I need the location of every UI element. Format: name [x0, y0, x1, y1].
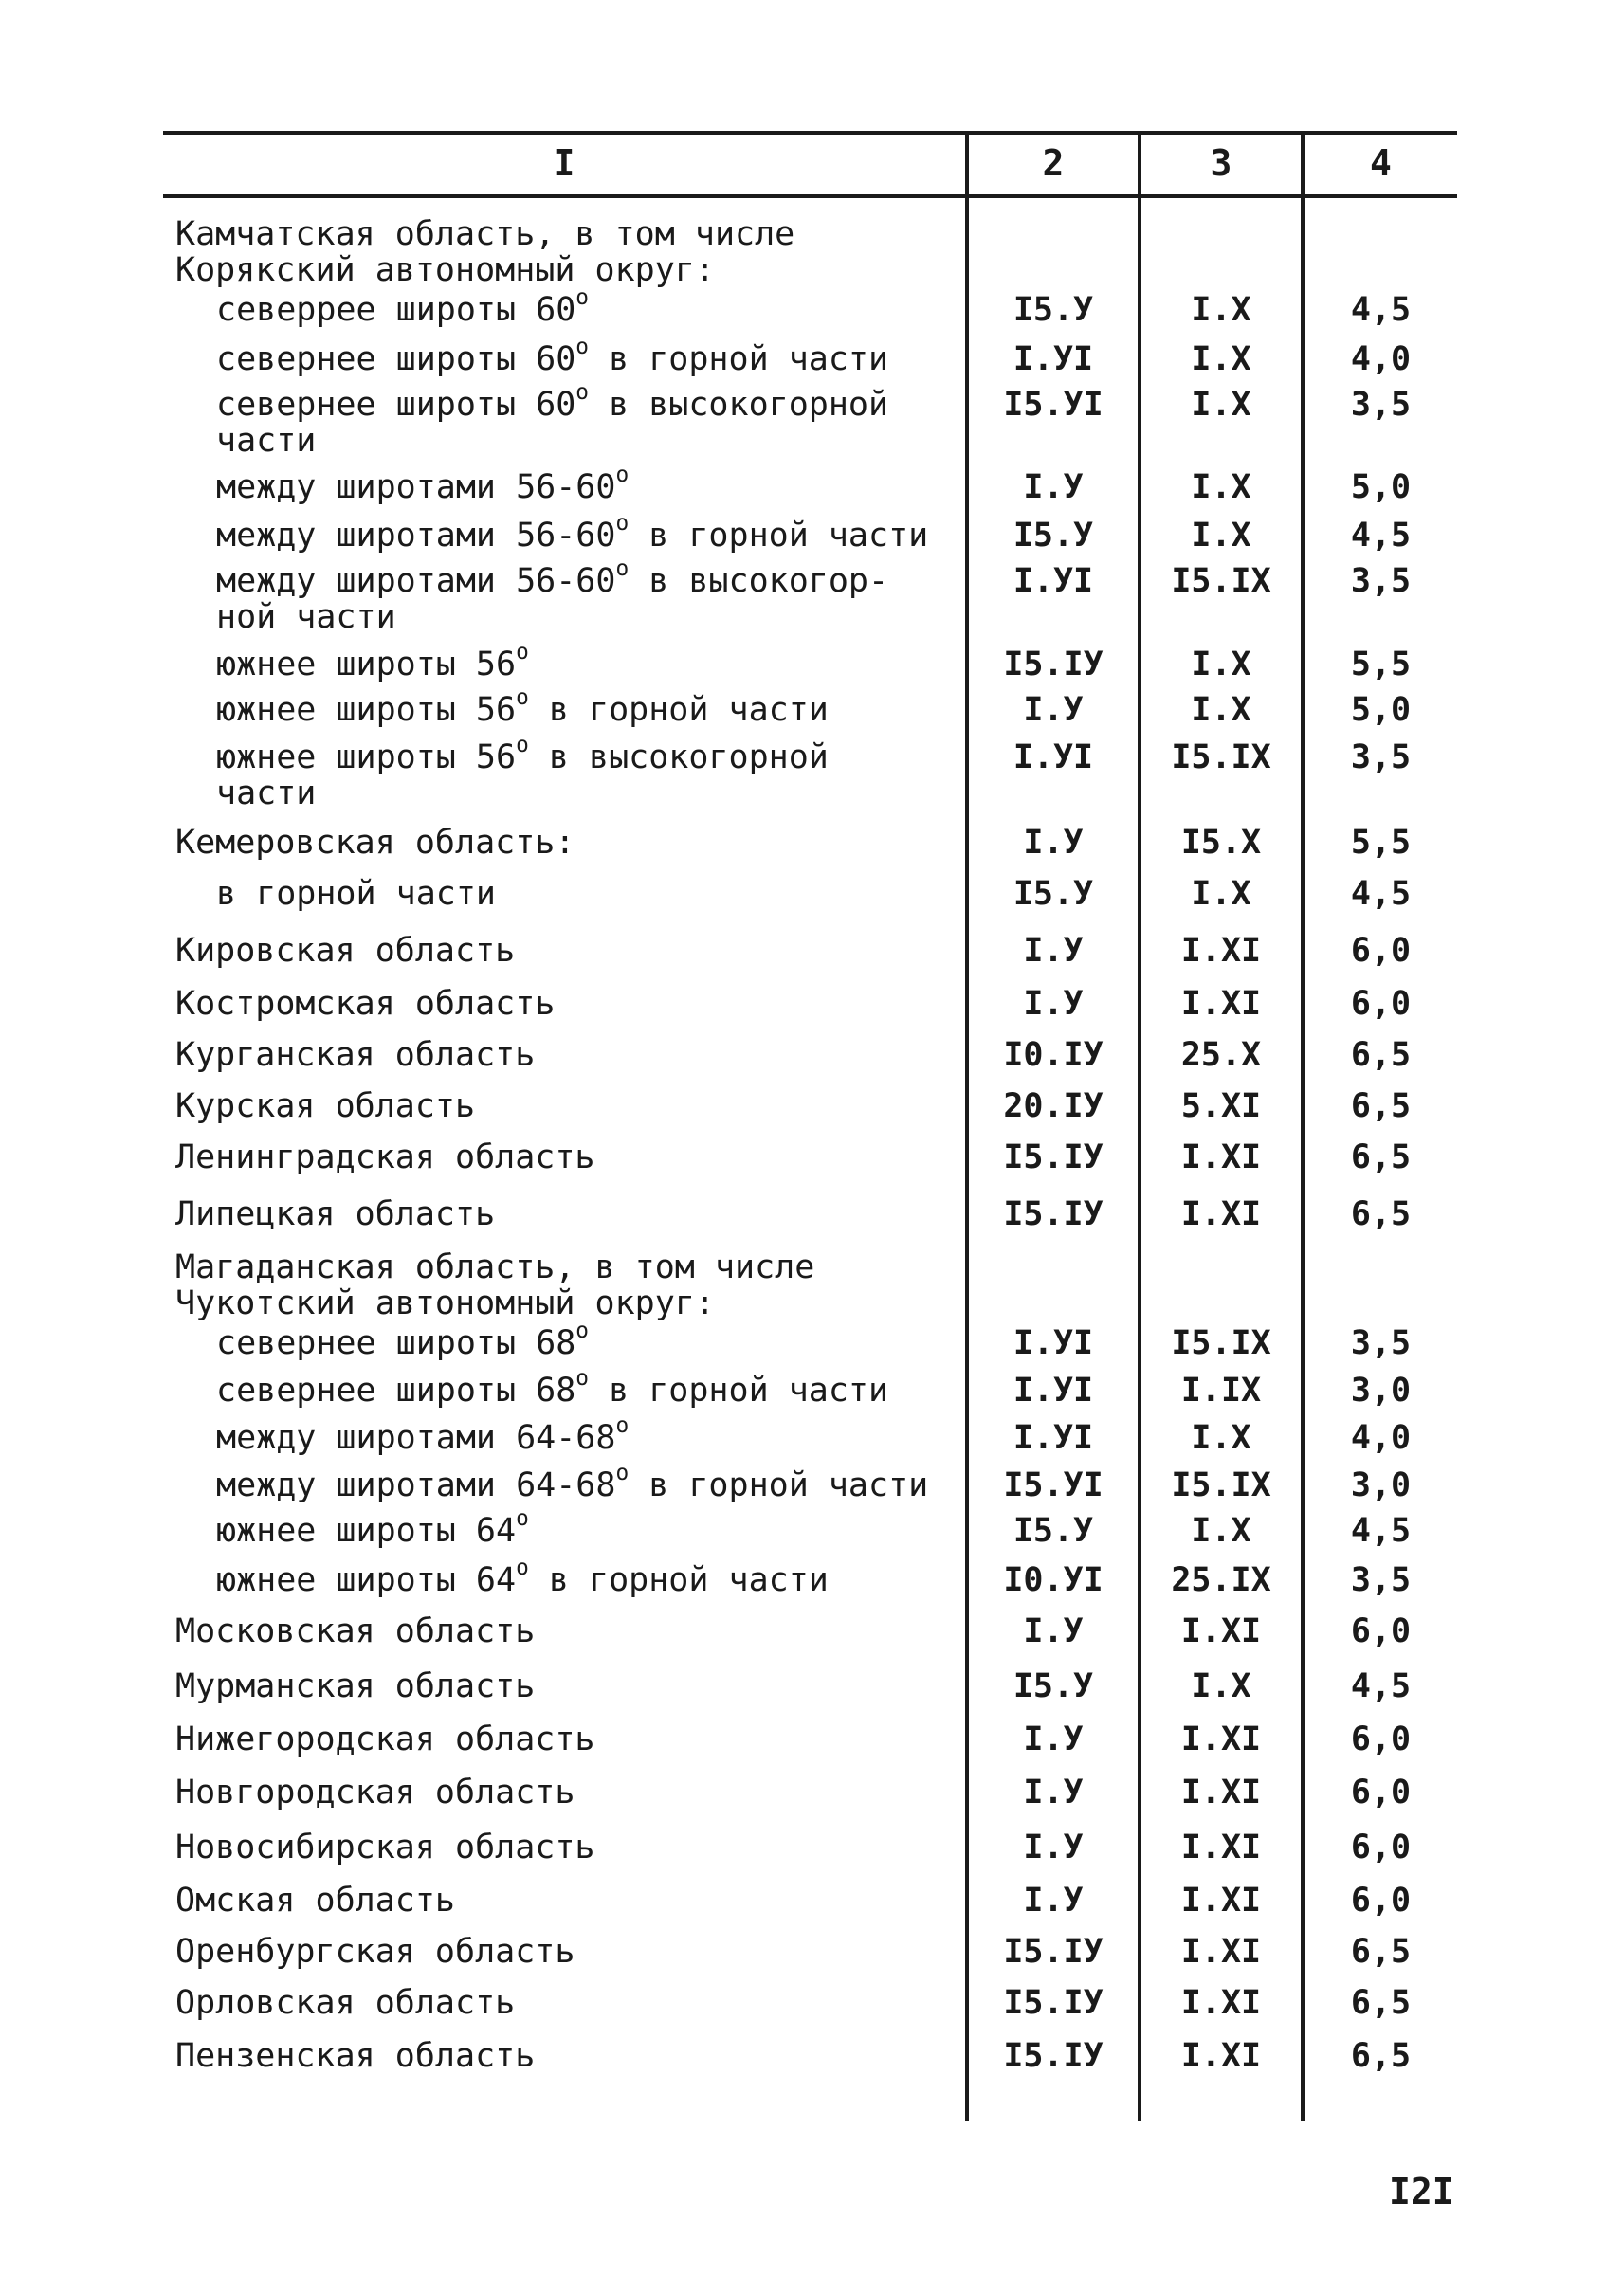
depth-value: 6,0 [1350, 1612, 1412, 1650]
end-date-value: I.XI [1180, 1882, 1262, 1920]
region-name: между широтами 64-68$^o$ [216, 1412, 630, 1457]
region-name: Орловская область [175, 1984, 516, 2022]
depth-value: 6,5 [1350, 1138, 1412, 1176]
region-name: Камчатская область, в том числе Корякский автономный округ: [175, 215, 795, 289]
region-name: Омская область [175, 1882, 456, 1920]
end-date-value: I.XI [1180, 1612, 1262, 1650]
region-name: южнее широты 64$^o$ в горной части [216, 1555, 829, 1599]
column-divider-2 [1138, 135, 1141, 2121]
start-date-value: I.У [1023, 468, 1084, 506]
depth-value: 3,0 [1350, 1372, 1412, 1410]
depth-value: 6,5 [1350, 1087, 1412, 1125]
start-date-value: I.У [1023, 691, 1084, 729]
depth-value: 6,5 [1350, 1036, 1412, 1074]
column-divider-1 [965, 135, 969, 2121]
end-date-value: I.X [1191, 691, 1251, 729]
region-name: Липецкая область [175, 1195, 496, 1233]
region-name: севернее широты 68$^o$ в горной части [216, 1365, 889, 1410]
depth-value: 6,5 [1350, 1195, 1412, 1233]
end-date-value: I.XI [1180, 932, 1262, 970]
start-date-value: I.УI [1013, 738, 1094, 776]
end-date-value: I.X [1191, 340, 1251, 378]
depth-value: 6,5 [1350, 1933, 1412, 1971]
region-name: Костромская область [175, 985, 556, 1023]
end-date-value: I.XI [1180, 1195, 1262, 1233]
region-name: Курская область [175, 1087, 476, 1125]
start-date-value: I.У [1023, 824, 1084, 862]
region-name: Новосибирская область [175, 1829, 595, 1866]
start-date-value: I0.УI [1003, 1561, 1104, 1599]
end-date-value: I.X [1191, 468, 1251, 506]
depth-value: 6,0 [1350, 1774, 1412, 1812]
depth-value: 3,5 [1350, 1561, 1412, 1599]
start-date-value: I0.IУ [1003, 1036, 1104, 1074]
depth-value: 4,5 [1350, 291, 1412, 329]
depth-value: 5,0 [1350, 468, 1412, 506]
region-name: Московская область [175, 1612, 536, 1650]
end-date-value: I.X [1191, 386, 1251, 424]
region-name: между широтами 64-68$^o$ в горной части [216, 1460, 929, 1504]
column-header-4: 4 [1370, 142, 1392, 184]
region-name: между широтами 56-60$^o$ в высокогор- ной части [216, 555, 889, 636]
end-date-value: I.X [1191, 291, 1251, 329]
region-name: южнее широты 56$^o$ [216, 639, 529, 683]
region-name: южнее широты 56$^o$ в высокогорной части [216, 732, 829, 812]
end-date-value: I.XI [1180, 1138, 1262, 1176]
depth-value: 6,5 [1350, 2037, 1412, 2075]
depth-value: 6,0 [1350, 1882, 1412, 1920]
start-date-value: I.У [1023, 1720, 1084, 1758]
region-name: Магаданская область, в том числе Чукотский автономный округ: [175, 1248, 815, 1322]
start-date-value: I5.IУ [1003, 1984, 1104, 2022]
column-header-1: I [553, 142, 575, 184]
end-date-value: 25.X [1180, 1036, 1262, 1074]
region-name: между широтами 56-60$^o$ [216, 462, 630, 506]
end-date-value: I.X [1191, 646, 1251, 683]
end-date-value: I.X [1191, 875, 1251, 913]
end-date-value: I5.IX [1171, 562, 1271, 600]
depth-value: 4,5 [1350, 517, 1412, 555]
depth-value: 6,0 [1350, 1720, 1412, 1758]
end-date-value: I5.X [1180, 824, 1262, 862]
depth-value: 6,0 [1350, 1829, 1412, 1866]
end-date-value: I.XI [1180, 1984, 1262, 2022]
end-date-value: 5.XI [1180, 1087, 1262, 1125]
region-name: между широтами 56-60$^o$ в горной части [216, 510, 929, 555]
start-date-value: I5.У [1013, 1512, 1094, 1550]
region-name: Новгородская область [175, 1774, 575, 1812]
end-date-value: I.XI [1180, 985, 1262, 1023]
depth-value: 5,5 [1350, 646, 1412, 683]
region-name: севернее широты 60$^o$ в высокогорной части [216, 379, 889, 460]
end-date-value: I.X [1191, 1667, 1251, 1705]
depth-value: 4,5 [1350, 875, 1412, 913]
start-date-value: I.У [1023, 932, 1084, 970]
start-date-value: I5.У [1013, 1667, 1094, 1705]
start-date-value: I5.УI [1003, 386, 1104, 424]
start-date-value: I.УI [1013, 1324, 1094, 1362]
column-header-2: 2 [1042, 142, 1065, 184]
start-date-value: I5.IУ [1003, 2037, 1104, 2075]
page-number: I2I [1389, 2171, 1454, 2212]
region-name: Ленинградская область [175, 1138, 595, 1176]
end-date-value: I5.IX [1171, 1324, 1271, 1362]
end-date-value: I.X [1191, 517, 1251, 555]
depth-value: 4,0 [1350, 340, 1412, 378]
region-name: Мурманская область [175, 1667, 536, 1705]
depth-value: 6,5 [1350, 1984, 1412, 2022]
region-name: южнее широты 64$^o$ [216, 1505, 529, 1550]
start-date-value: I5.УI [1003, 1466, 1104, 1504]
start-date-value: I.У [1023, 1774, 1084, 1812]
start-date-value: I5.IУ [1003, 646, 1104, 683]
start-date-value: I.У [1023, 1612, 1084, 1650]
region-name: в горной части [216, 875, 497, 913]
depth-value: 4,0 [1350, 1419, 1412, 1457]
depth-value: 3,5 [1350, 1324, 1412, 1362]
end-date-value: 25.IX [1171, 1561, 1271, 1599]
start-date-value: I5.У [1013, 291, 1094, 329]
end-date-value: I.XI [1180, 2037, 1262, 2075]
region-name: Нижегородская область [175, 1720, 595, 1758]
depth-value: 5,0 [1350, 691, 1412, 729]
region-name: Пензенская область [175, 2037, 536, 2075]
column-divider-3 [1301, 135, 1305, 2121]
region-name: Оренбургская область [175, 1933, 575, 1971]
table-header-rule [163, 194, 1457, 198]
end-date-value: I.XI [1180, 1829, 1262, 1866]
region-name: Кировская область [175, 932, 516, 970]
start-date-value: I5.У [1013, 875, 1094, 913]
start-date-value: I.У [1023, 1829, 1084, 1866]
start-date-value: 20.IУ [1003, 1087, 1104, 1125]
region-name: Кемеровская область: [175, 824, 575, 862]
depth-value: 6,0 [1350, 932, 1412, 970]
end-date-value: I.X [1191, 1512, 1251, 1550]
start-date-value: I.У [1023, 985, 1084, 1023]
start-date-value: I5.IУ [1003, 1138, 1104, 1176]
depth-value: 3,0 [1350, 1466, 1412, 1504]
depth-value: 3,5 [1350, 562, 1412, 600]
region-name: севернее широты 68$^o$ [216, 1318, 589, 1362]
start-date-value: I.УI [1013, 562, 1094, 600]
start-date-value: I5.У [1013, 517, 1094, 555]
depth-value: 6,0 [1350, 985, 1412, 1023]
end-date-value: I5.IX [1171, 1466, 1271, 1504]
depth-value: 4,5 [1350, 1667, 1412, 1705]
region-name: северрее широты 60$^o$ [216, 284, 589, 329]
end-date-value: I.XI [1180, 1933, 1262, 1971]
column-header-3: 3 [1210, 142, 1232, 184]
depth-value: 5,5 [1350, 824, 1412, 862]
region-name: южнее широты 56$^o$ в горной части [216, 684, 829, 729]
start-date-value: I5.IУ [1003, 1933, 1104, 1971]
end-date-value: I.X [1191, 1419, 1251, 1457]
start-date-value: I.У [1023, 1882, 1084, 1920]
end-date-value: I.XI [1180, 1774, 1262, 1812]
start-date-value: I.УI [1013, 340, 1094, 378]
depth-value: 3,5 [1350, 738, 1412, 776]
end-date-value: I5.IX [1171, 738, 1271, 776]
region-name: Курганская область [175, 1036, 536, 1074]
end-date-value: I.XI [1180, 1720, 1262, 1758]
start-date-value: I.УI [1013, 1419, 1094, 1457]
start-date-value: I5.IУ [1003, 1195, 1104, 1233]
end-date-value: I.IX [1180, 1372, 1262, 1410]
start-date-value: I.УI [1013, 1372, 1094, 1410]
region-name: севернее широты 60$^o$ в горной части [216, 334, 889, 378]
table-top-rule [163, 131, 1457, 135]
depth-value: 3,5 [1350, 386, 1412, 424]
depth-value: 4,5 [1350, 1512, 1412, 1550]
